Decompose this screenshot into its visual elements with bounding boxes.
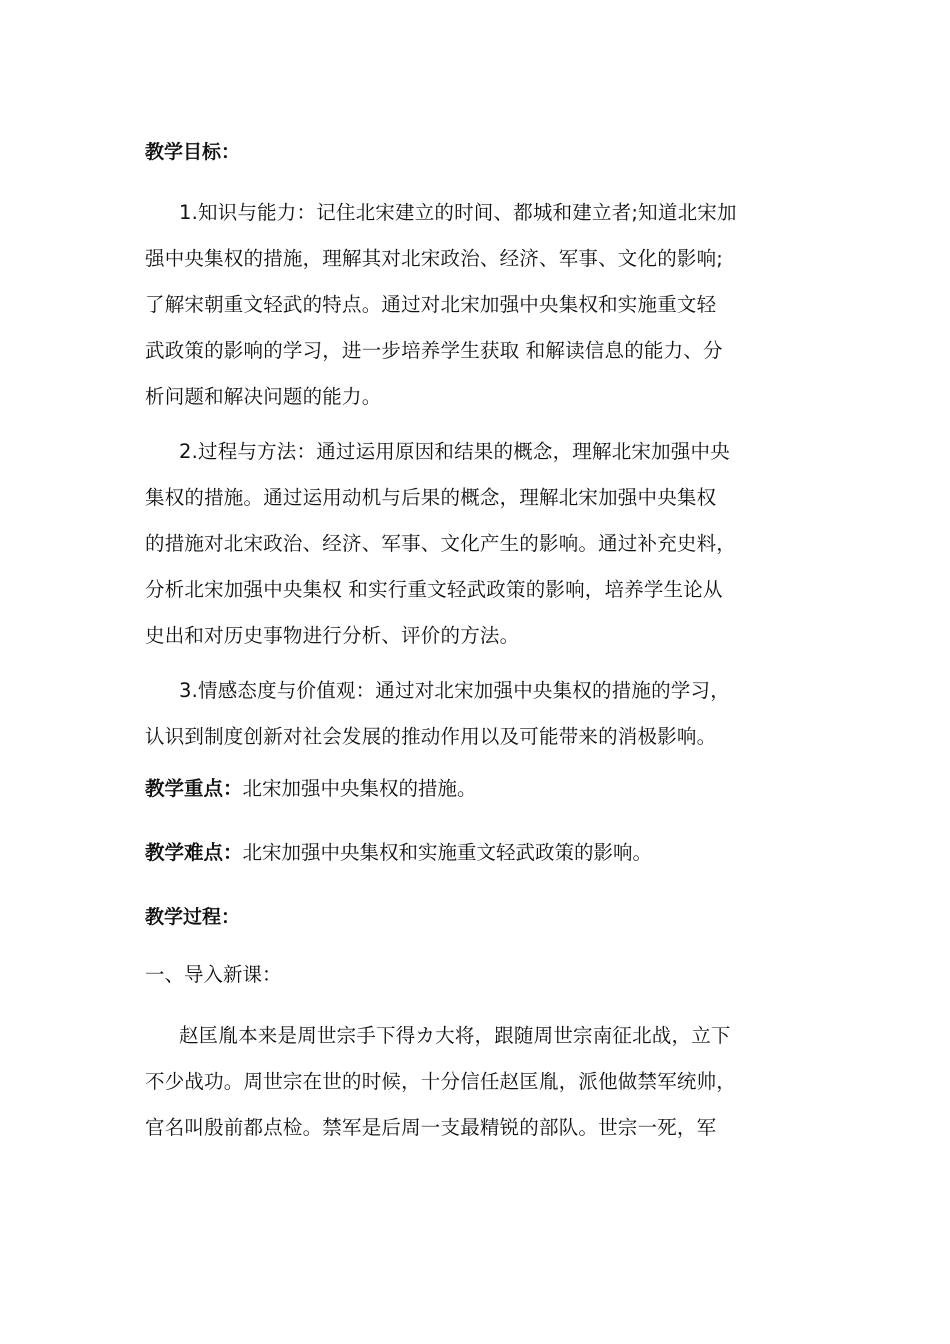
text-line: 武政策的影响的学习，进一步培养学生获取 和解读信息的能力、分	[145, 339, 723, 362]
teaching-key-point	[145, 769, 805, 809]
text-line: 2.过程与方法：通过运用原因和结果的概念，理解北宋加强中央	[179, 440, 730, 463]
goal-process-paragraph	[145, 429, 805, 659]
intro-paragraph	[145, 1013, 805, 1151]
section-1-title: 一、导入新课：	[145, 963, 282, 986]
text-line: 析问题和解决问题的能力。	[145, 385, 382, 408]
key-point-label: 教学重点：	[145, 777, 243, 800]
teaching-process-heading: 教学过程：	[145, 906, 241, 928]
goal-values-paragraph	[145, 668, 805, 760]
text-line: 强中央集权的措施，理解其对北宋政治、经济、军事、文化的影响;	[145, 247, 724, 270]
text-line: 赵匡胤本来是周世宗手下得カ大将，跟随周世宗南征北战，立下	[179, 1024, 731, 1047]
teaching-goals-heading: 教学目标：	[145, 141, 241, 163]
text-line: 1.知识与能力：记住北宋建立的时间、都城和建立者;知道北宋加	[179, 201, 737, 224]
difficulty-label: 教学难点：	[145, 841, 243, 864]
teaching-difficulty	[145, 833, 805, 873]
text-line: 史出和对历史事物进行分析、评价的方法。	[145, 624, 520, 647]
document-page	[145, 132, 805, 1160]
text-line: 分析北宋加强中央集权 和实行重文轻武政策的影响，培养学生论从	[145, 578, 723, 601]
text-line: 3.情感态度与价值观：通过对北宋加强中央集权的措施的学习，	[179, 679, 730, 702]
text-line: 的措施对北宋政治、经济、军事、文化产生的影响。通过补充史料，	[145, 532, 737, 555]
key-point-value: 北宋加强中央集权的措施。	[242, 777, 477, 800]
text-line: 认识到制度创新对社会发展的推动作用以及可能带来的消极影响。	[145, 725, 717, 748]
text-line: 官名叫殷前都点检。禁军是后周一支最精锐的部队。世宗一死，军	[145, 1116, 717, 1139]
text-line: 了解宋朝重文轻武的特点。通过对北宋加强中央集权和实施重文轻	[145, 293, 717, 316]
goal-knowledge-paragraph	[145, 190, 805, 420]
text-line: 不少战功。周世宗在世的时候，十分信任赵匡胤，派他做禁军统帅，	[145, 1070, 737, 1093]
text-line: 集权的措施。通过运用动机与后果的概念，理解北宋加强中央集权	[145, 486, 717, 509]
difficulty-value: 北宋加强中央集权和实施重文轻武政策的影响。	[242, 841, 653, 864]
